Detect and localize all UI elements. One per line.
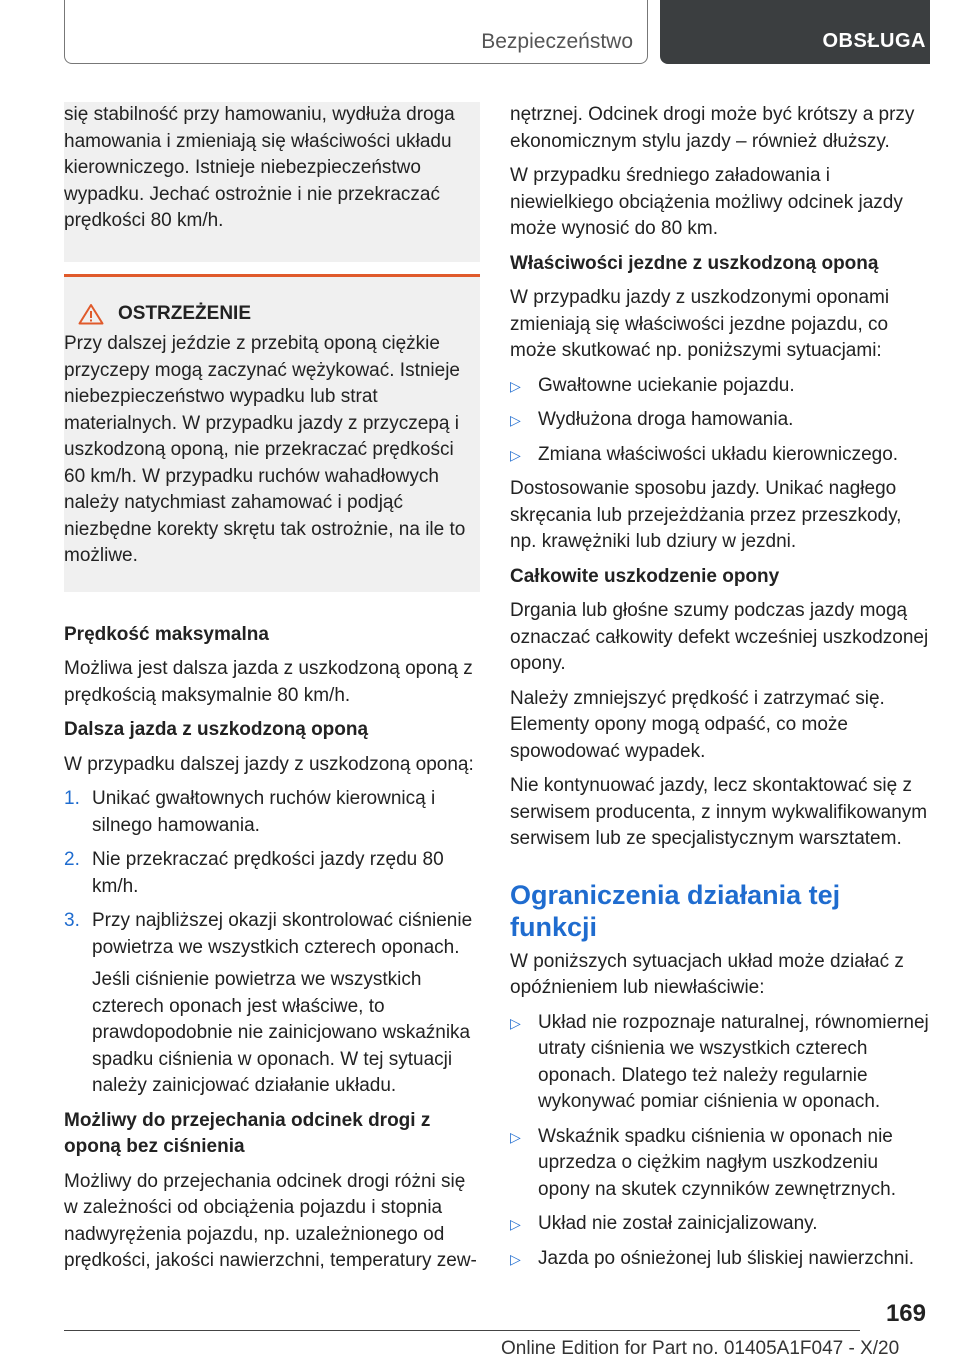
list-item: ▷ Układ nie rozpoznaje naturalnej, równomiernej utraty ciśnienia we wszystkich czterech oponach. Dlatego też należy regularnie wykonywać pomiar ciśnienia w oponach. xyxy=(510,1011,929,1112)
properties-list xyxy=(510,373,930,469)
heading-max-speed: Prędkość maksymalna xyxy=(64,623,269,645)
paragraph-total-2: Należy zmniejszyć prędkość i zatrzymać się. Elementy opony mogą odpaść, co może spowodować wypadek. xyxy=(510,687,885,762)
heading-driving-properties: Właściwości jezdne z uszkodzoną oponą xyxy=(510,252,879,274)
list-item xyxy=(64,908,480,1100)
warning-triangle-icon xyxy=(78,303,104,325)
limits-list xyxy=(510,1010,930,1273)
step-text: Unikać gwałtownych ruchów kierownicą i silnego hamowania. xyxy=(92,788,436,836)
page-number: 169 xyxy=(885,1300,926,1327)
paragraph-max-speed: Możliwa jest dalsza jazda z uszkodzoną oponą z prędkością maksymalnie 80 km/h. xyxy=(64,658,473,706)
list-item: ▷ Jazda po ośnieżonej lub śliskiej nawierzchni. xyxy=(510,1246,930,1273)
paragraph-adjust-driving: Dostosowanie sposobu jazdy. Unikać nagłego skręcania lub przejeżdżania przez przeszkody, np. krawężniki lub dziury w jezdni. xyxy=(510,478,902,552)
paragraph-driving-properties: W przypadku jazdy z uszkodzonymi oponami zmieniają się właściwości jezdne pojazdu, co może skutkować np. poniższymi sytuacjami: xyxy=(510,287,890,361)
bullet-icon: ▷ xyxy=(510,1014,521,1031)
paragraph-distance-load: W przypadku średniego załadowania i niewielkiego obciążenia możliwy odcinek jazdy może wynosić do 80 km. xyxy=(510,165,903,239)
heading-distance: Możliwy do przejechania odcinek drogi z oponą bez ciśnienia xyxy=(64,1109,431,1157)
paragraph-further-driving: W przypadku dalszej jazdy z uszkodzoną oponą: xyxy=(64,753,474,775)
paragraph-distance: Możliwy do przejechania odcinek drogi różni się w zależności od obciążenia pojazdu i stopnia nadwyrężenia pojazdu, np. uzależnionego od prędkości, jakości nawierzchni, temperatury zew- xyxy=(64,1170,477,1271)
bullet-icon: ▷ xyxy=(510,412,521,428)
paragraph-total-1: Drgania lub głośne szumy podczas jazdy mogą oznaczać całkowity defekt wcześniej uszkodzonej opony. xyxy=(510,600,929,674)
step-text: Przy najbliższej okazji skontrolować ciśnienie powietrza we wszystkich czterech oponach. xyxy=(92,910,473,958)
warning-heading xyxy=(64,301,466,328)
bullet-icon: ▷ xyxy=(510,377,521,394)
section-title: Bezpieczeństwo xyxy=(481,30,633,53)
heading-total-damage: Całkowite uszkodzenie opony xyxy=(510,565,780,587)
warning-box xyxy=(64,274,480,592)
list-item: ▷ Wskaźnik spadku ciśnienia w oponach nie uprzedza o ciężkim nagłym uszkodzeniu opony na skutek czynników zewnętrznych. xyxy=(510,1125,897,1200)
list-item: ▷ Gwałtowne uciekanie pojazdu. xyxy=(510,373,930,400)
chapter-tab xyxy=(660,0,930,64)
warning-title: OSTRZEŻENIE xyxy=(118,302,252,324)
list-item: ▷ Układ nie został zainicjalizowany. xyxy=(510,1211,930,1238)
step-3-note: Jeśli ciśnienie powietrza we wszystkich czterech oponach jest właściwe, to prawdopodobnie nie zainicjowano wskaźnika spadku ciśnienia w oponach. W tej sytuacji należy zainicjować działanie układu. xyxy=(92,969,471,1096)
paragraph-limits: W poniższych sytuacjach układ może działać z opóźnieniem lub niewłaściwie: xyxy=(510,950,904,998)
continued-warning-box xyxy=(64,102,480,262)
section-tab xyxy=(64,0,648,64)
step-number: 2. xyxy=(64,849,80,870)
list-item xyxy=(64,786,480,839)
paragraph-total-3: Nie kontynuować jazdy, lecz skontaktować się z serwisem producenta, z innym wykwalifikowanym serwisem lub ze specjalistycznym warsztatem. xyxy=(510,775,928,849)
bullet-icon: ▷ xyxy=(510,446,521,463)
step-number: 1. xyxy=(64,788,80,809)
paragraph-distance-cont: nętrznej. Odcinek drogi może być krótszy a przy ekonomicznym stylu jazdy – również dłuższy. xyxy=(510,104,915,152)
left-column xyxy=(64,102,480,1283)
right-column xyxy=(510,102,930,1280)
footer-divider xyxy=(64,1330,860,1331)
step-text: Nie przekraczać prędkości jazdy rzędu 80 km/h. xyxy=(92,849,444,897)
list-item: ▷ Zmiana właściwości układu kierowniczego. xyxy=(510,442,930,469)
bullet-icon: ▷ xyxy=(510,1128,521,1145)
steps-list xyxy=(64,786,480,1100)
bullet-icon: ▷ xyxy=(510,1216,521,1232)
warning-text: Przy dalszej jeździe z przebitą oponą ciężkie przyczepy mogą zaczynać wężykować. Istnieje niebezpieczeństwo wypadku lub strat materialnych. W przypadku jazdy z przyczepą i uszkodzoną oponą, nie przekraczać prędkości 60 km/h. W przypadku ruchów wahadłowych należy natychmiast zahamować i podjąć niezbędne korekty skrętu tak ostrożnie, na ile to możliwe. xyxy=(64,333,466,566)
section-heading-limits: Ograniczenia działania tej funkcji xyxy=(510,879,841,942)
list-item xyxy=(64,847,480,900)
page-header xyxy=(64,0,930,66)
footer-text: Online Edition for Part no. 01405A1F047 - X/20 xyxy=(501,1338,900,1359)
bullet-icon: ▷ xyxy=(510,1250,521,1267)
list-item: ▷ Wydłużona droga hamowania. xyxy=(510,407,930,434)
heading-further-driving: Dalsza jazda z uszkodzoną oponą xyxy=(64,719,369,740)
step-number: 3. xyxy=(64,910,80,931)
chapter-title: OBSŁUGA xyxy=(822,30,926,52)
box-text: się stabilność przy hamowaniu, wydłuża droga hamowania i zmieniają się właściwości układu kierowniczego. Istnieje niebezpieczeństwo wypadku. Jechać ostrożnie i nie przekraczać prędkości 80 km/h. xyxy=(64,104,455,231)
